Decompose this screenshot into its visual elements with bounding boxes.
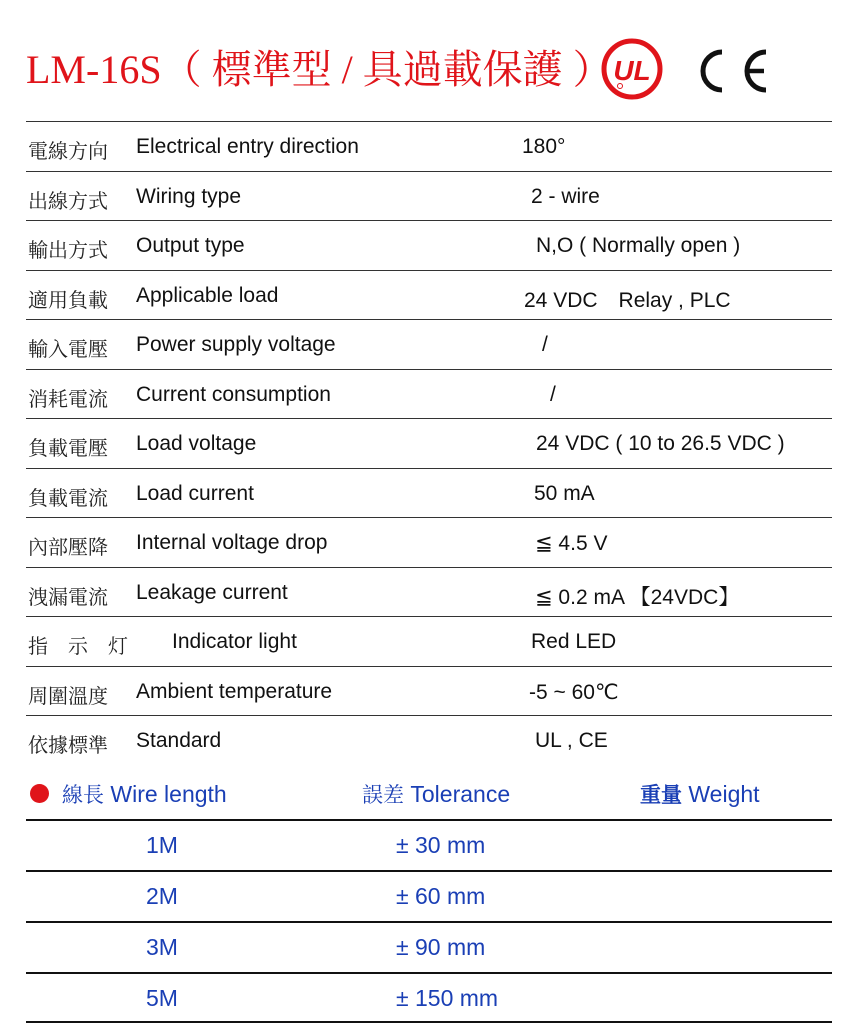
spec-label-en: Leakage current bbox=[136, 580, 288, 604]
spec-label-zh: 洩漏電流 bbox=[28, 584, 108, 609]
spec-label-en: Applicable load bbox=[136, 283, 279, 307]
spec-label-en: Power supply voltage bbox=[136, 333, 336, 356]
spec-row bbox=[26, 468, 832, 518]
wire-length-cell: 3M bbox=[146, 934, 178, 960]
tolerance-cell: ± 150 mm bbox=[396, 985, 499, 1011]
spec-value: 180° bbox=[522, 135, 566, 158]
spec-label-zh: 適用負載 bbox=[28, 287, 108, 312]
ce-mark-icon bbox=[692, 48, 788, 94]
spec-row bbox=[26, 616, 832, 666]
spec-row bbox=[26, 369, 832, 419]
spec-value: Red LED bbox=[531, 630, 617, 653]
table-row bbox=[26, 921, 832, 972]
page-title: LM-16S（ 標準型 / 具過載保護 ） bbox=[26, 47, 613, 92]
spec-row bbox=[26, 270, 832, 320]
spec-label-en: Wiring type bbox=[136, 184, 242, 208]
wire-length-header bbox=[62, 779, 227, 809]
spec-label-zh: 依據標準 bbox=[28, 733, 108, 757]
spec-value: / bbox=[550, 382, 556, 406]
spec-label-zh: 負載電流 bbox=[28, 485, 108, 510]
weight-header-en: Weight bbox=[688, 781, 760, 807]
spec-label-zh: 電線方向 bbox=[28, 139, 108, 163]
wire-length-table bbox=[26, 819, 832, 1023]
spec-value: 24 VDC ( 10 to 26.5 VDC ) bbox=[536, 432, 785, 455]
spec-value: 24 VDC Relay , PLC bbox=[524, 288, 731, 312]
spec-label-zh: 指 示 灯 bbox=[28, 634, 128, 658]
spec-label-zh: 負載電壓 bbox=[28, 436, 108, 460]
spec-label-en: Load current bbox=[136, 481, 254, 505]
spec-label-en: Indicator light bbox=[172, 630, 297, 653]
spec-label-en: Current consumption bbox=[136, 382, 331, 406]
spec-value: -5 ~ 60℃ bbox=[529, 680, 619, 704]
tolerance-header-en: Tolerance bbox=[410, 781, 511, 807]
wire-length-cell: 5M bbox=[146, 985, 178, 1011]
wire-length-header-en: Wire length bbox=[110, 781, 227, 807]
wire-length-header-zh: 線長 bbox=[62, 783, 104, 807]
spec-label-zh: 內部壓降 bbox=[28, 535, 108, 559]
bullet-dot-icon bbox=[30, 784, 49, 803]
spec-label-en: Standard bbox=[136, 729, 222, 752]
table-row bbox=[26, 870, 832, 921]
spec-value: UL , CE bbox=[535, 729, 608, 752]
spec-label-en: Ambient temperature bbox=[136, 679, 333, 703]
table-row bbox=[26, 819, 832, 870]
tolerance-cell: ± 60 mm bbox=[396, 883, 486, 909]
spec-row bbox=[26, 666, 832, 716]
weight-header bbox=[640, 779, 760, 809]
spec-label-en: Internal voltage drop bbox=[136, 531, 328, 554]
spec-row bbox=[26, 715, 832, 765]
tolerance-cell: ± 90 mm bbox=[396, 934, 486, 960]
spec-value: / bbox=[542, 333, 548, 356]
wire-length-cell: 2M bbox=[146, 883, 178, 909]
spec-label-zh: 輸入電壓 bbox=[28, 337, 108, 361]
spec-value: 50 mA bbox=[534, 481, 595, 505]
spec-value: ≦ 4.5 V bbox=[535, 532, 608, 555]
spec-label-en: Output type bbox=[136, 234, 245, 257]
spec-row bbox=[26, 418, 832, 468]
spec-label-en: Electrical entry direction bbox=[136, 135, 359, 158]
table-row bbox=[26, 972, 832, 1023]
spec-table bbox=[26, 121, 832, 765]
wire-table-header bbox=[26, 769, 832, 817]
spec-label-en: Load voltage bbox=[136, 432, 257, 455]
weight-header-zh: 重量 bbox=[640, 783, 682, 807]
spec-label-zh: 出線方式 bbox=[28, 188, 108, 213]
svg-text:UL: UL bbox=[613, 55, 651, 86]
spec-label-zh: 周圍溫度 bbox=[28, 683, 108, 708]
spec-row bbox=[26, 319, 832, 369]
spec-row bbox=[26, 121, 832, 171]
spec-value: ≦ 0.2 mA 【24VDC】 bbox=[535, 585, 740, 609]
ul-certification-icon bbox=[601, 38, 663, 100]
wire-length-cell: 1M bbox=[146, 832, 178, 858]
spec-row bbox=[26, 171, 832, 221]
spec-value: N,O ( Normally open ) bbox=[536, 234, 741, 257]
tolerance-header bbox=[362, 779, 510, 809]
spec-row bbox=[26, 220, 832, 270]
spec-value: 2 - wire bbox=[531, 184, 600, 208]
spec-row bbox=[26, 567, 832, 617]
tolerance-cell: ± 30 mm bbox=[396, 832, 486, 858]
spec-label-zh: 消耗電流 bbox=[28, 386, 108, 411]
spec-label-zh: 輸出方式 bbox=[28, 238, 108, 262]
page-header bbox=[26, 38, 846, 98]
spec-row bbox=[26, 517, 832, 567]
tolerance-header-zh: 誤差 bbox=[362, 783, 404, 807]
